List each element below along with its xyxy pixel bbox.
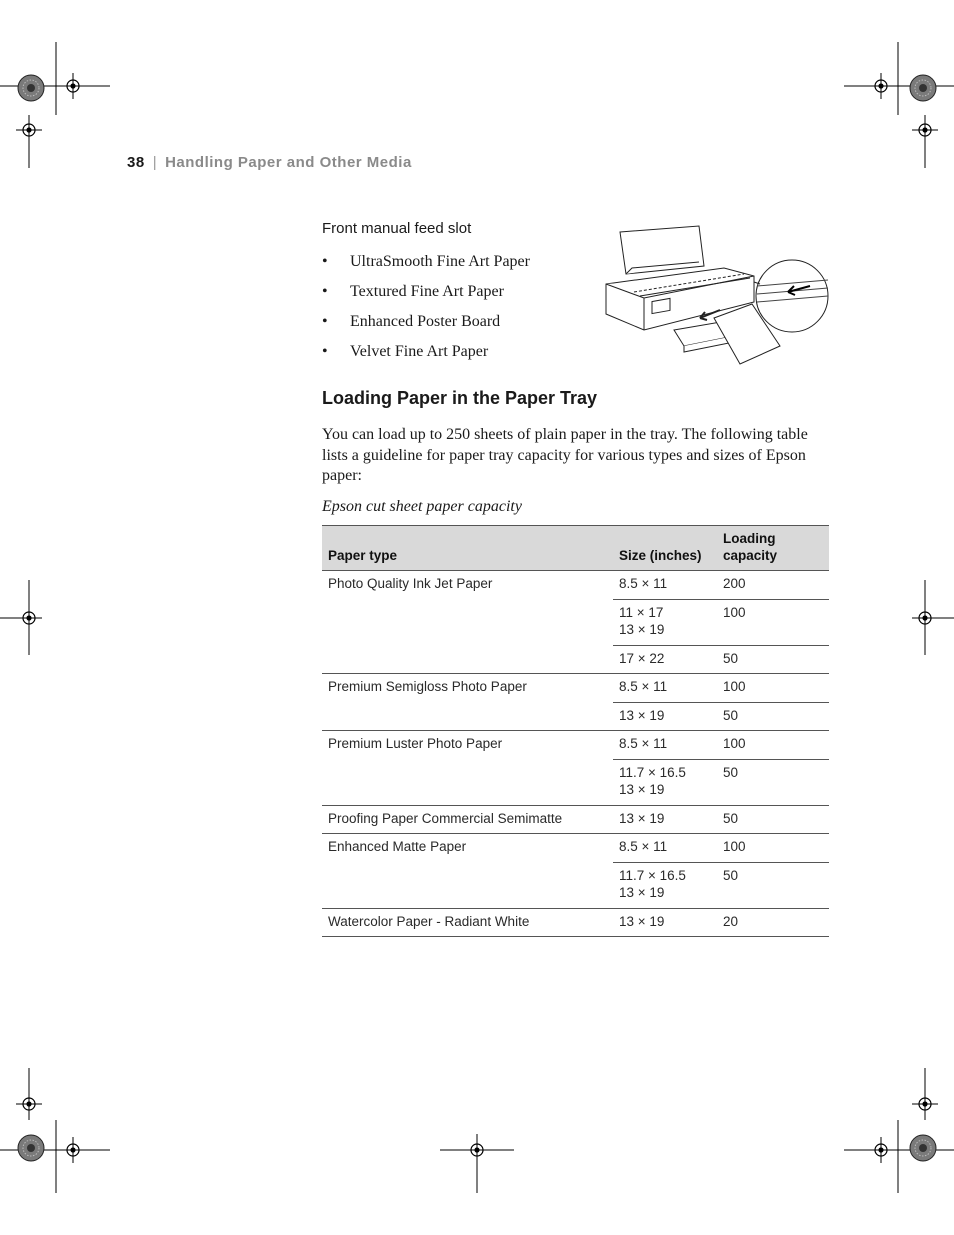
bullet-glyph: • bbox=[322, 283, 328, 300]
cell-paper-type: Premium Luster Photo Paper bbox=[328, 736, 503, 751]
bullet-glyph: • bbox=[322, 253, 328, 270]
table-row bbox=[322, 805, 829, 834]
size-value: 13 × 19 bbox=[619, 913, 665, 929]
cell-size bbox=[613, 862, 717, 908]
column-header-capacity-line1: Loading bbox=[723, 531, 776, 546]
size-value-2: 13 × 19 bbox=[619, 622, 665, 637]
cell-size bbox=[613, 571, 717, 600]
table-row bbox=[322, 599, 829, 645]
cell-paper-type: Premium Semigloss Photo Paper bbox=[328, 679, 527, 694]
column-header-capacity-line2: capacity bbox=[723, 548, 778, 563]
page-number: 38 bbox=[127, 154, 145, 171]
cell-capacity: 100 bbox=[717, 599, 829, 645]
cell-paper-type: Watercolor Paper - Radiant White bbox=[322, 908, 613, 937]
section-title: Loading Paper in the Paper Tray bbox=[322, 388, 598, 408]
cell-capacity: 50 bbox=[717, 759, 829, 805]
list-item-label: Velvet Fine Art Paper bbox=[350, 343, 489, 360]
list-item-label: UltraSmooth Fine Art Paper bbox=[350, 253, 530, 270]
cell-paper-type: Photo Quality Ink Jet Paper bbox=[328, 576, 493, 591]
cell-capacity: 50 bbox=[717, 645, 829, 674]
cell-size bbox=[613, 674, 717, 703]
cell-paper-type bbox=[322, 862, 613, 908]
table-caption: Epson cut sheet paper capacity bbox=[322, 498, 522, 515]
header-separator: | bbox=[152, 154, 158, 171]
list-item-label: Textured Fine Art Paper bbox=[350, 283, 504, 300]
size-value: 17 × 22 bbox=[619, 650, 665, 666]
paper-capacity-table bbox=[322, 525, 829, 937]
cell-capacity: 100 bbox=[717, 674, 829, 703]
cell-size bbox=[613, 645, 717, 674]
size-value: 13 × 19 bbox=[619, 810, 665, 826]
list-item bbox=[322, 250, 530, 280]
size-value-2: 13 × 19 bbox=[619, 885, 665, 900]
printer-illustration bbox=[604, 222, 830, 372]
list-item bbox=[322, 340, 530, 370]
table-header-row bbox=[322, 526, 829, 571]
size-value: 8.5 × 11 bbox=[619, 576, 668, 591]
cell-capacity: 200 bbox=[717, 571, 829, 600]
cell-paper-type: Enhanced Matte Paper bbox=[328, 839, 467, 854]
cell-size bbox=[613, 599, 717, 645]
cell-capacity: 50 bbox=[717, 862, 829, 908]
column-header-size: Size (inches) bbox=[613, 526, 717, 571]
cell-size bbox=[613, 834, 717, 863]
table-row bbox=[322, 571, 829, 600]
chapter-title: Handling Paper and Other Media bbox=[165, 154, 412, 171]
cell-capacity: 20 bbox=[717, 908, 829, 937]
table-row bbox=[322, 862, 829, 908]
feed-slot-list bbox=[322, 250, 530, 370]
cell-capacity: 50 bbox=[717, 702, 829, 731]
body-paragraph: You can load up to 250 sheets of plain paper in the tray. The following table lists a guideline for paper tray capacity for various types and sizes of Epson paper: bbox=[322, 426, 808, 484]
size-value: 11 × 17 bbox=[619, 604, 664, 620]
cell-capacity: 100 bbox=[717, 834, 829, 863]
cell-paper-type bbox=[322, 702, 613, 731]
table-row bbox=[322, 759, 829, 805]
column-header-paper-type: Paper type bbox=[322, 526, 613, 571]
table-row bbox=[322, 731, 829, 760]
size-value-2: 13 × 19 bbox=[619, 782, 665, 797]
size-value: 11.7 × 16.5 bbox=[619, 867, 686, 883]
cell-size bbox=[613, 908, 717, 937]
cell-size bbox=[613, 731, 717, 760]
cell-paper-type bbox=[322, 759, 613, 805]
cell-capacity: 100 bbox=[717, 731, 829, 760]
list-item-label: Enhanced Poster Board bbox=[350, 313, 501, 330]
bullet-glyph: • bbox=[322, 343, 328, 360]
cell-size bbox=[613, 702, 717, 731]
cell-size bbox=[613, 759, 717, 805]
bullet-glyph: • bbox=[322, 313, 328, 330]
running-header bbox=[127, 154, 412, 171]
size-value: 13 × 19 bbox=[619, 707, 665, 723]
table-row bbox=[322, 674, 829, 703]
size-value: 8.5 × 11 bbox=[619, 839, 668, 854]
cell-capacity: 50 bbox=[717, 805, 829, 834]
table-row bbox=[322, 702, 829, 731]
table-row bbox=[322, 908, 829, 937]
cell-paper-type: Proofing Paper Commercial Semimatte bbox=[322, 805, 613, 834]
list-item bbox=[322, 280, 530, 310]
size-value: 8.5 × 11 bbox=[619, 736, 668, 751]
size-value: 8.5 × 11 bbox=[619, 679, 668, 694]
feed-slot-heading: Front manual feed slot bbox=[322, 220, 472, 237]
list-item bbox=[322, 310, 530, 340]
size-value: 11.7 × 16.5 bbox=[619, 764, 686, 780]
cell-paper-type bbox=[322, 645, 613, 674]
column-header-capacity bbox=[717, 526, 829, 571]
table-row bbox=[322, 645, 829, 674]
table-row bbox=[322, 834, 829, 863]
cell-size bbox=[613, 805, 717, 834]
cell-paper-type bbox=[322, 599, 613, 645]
